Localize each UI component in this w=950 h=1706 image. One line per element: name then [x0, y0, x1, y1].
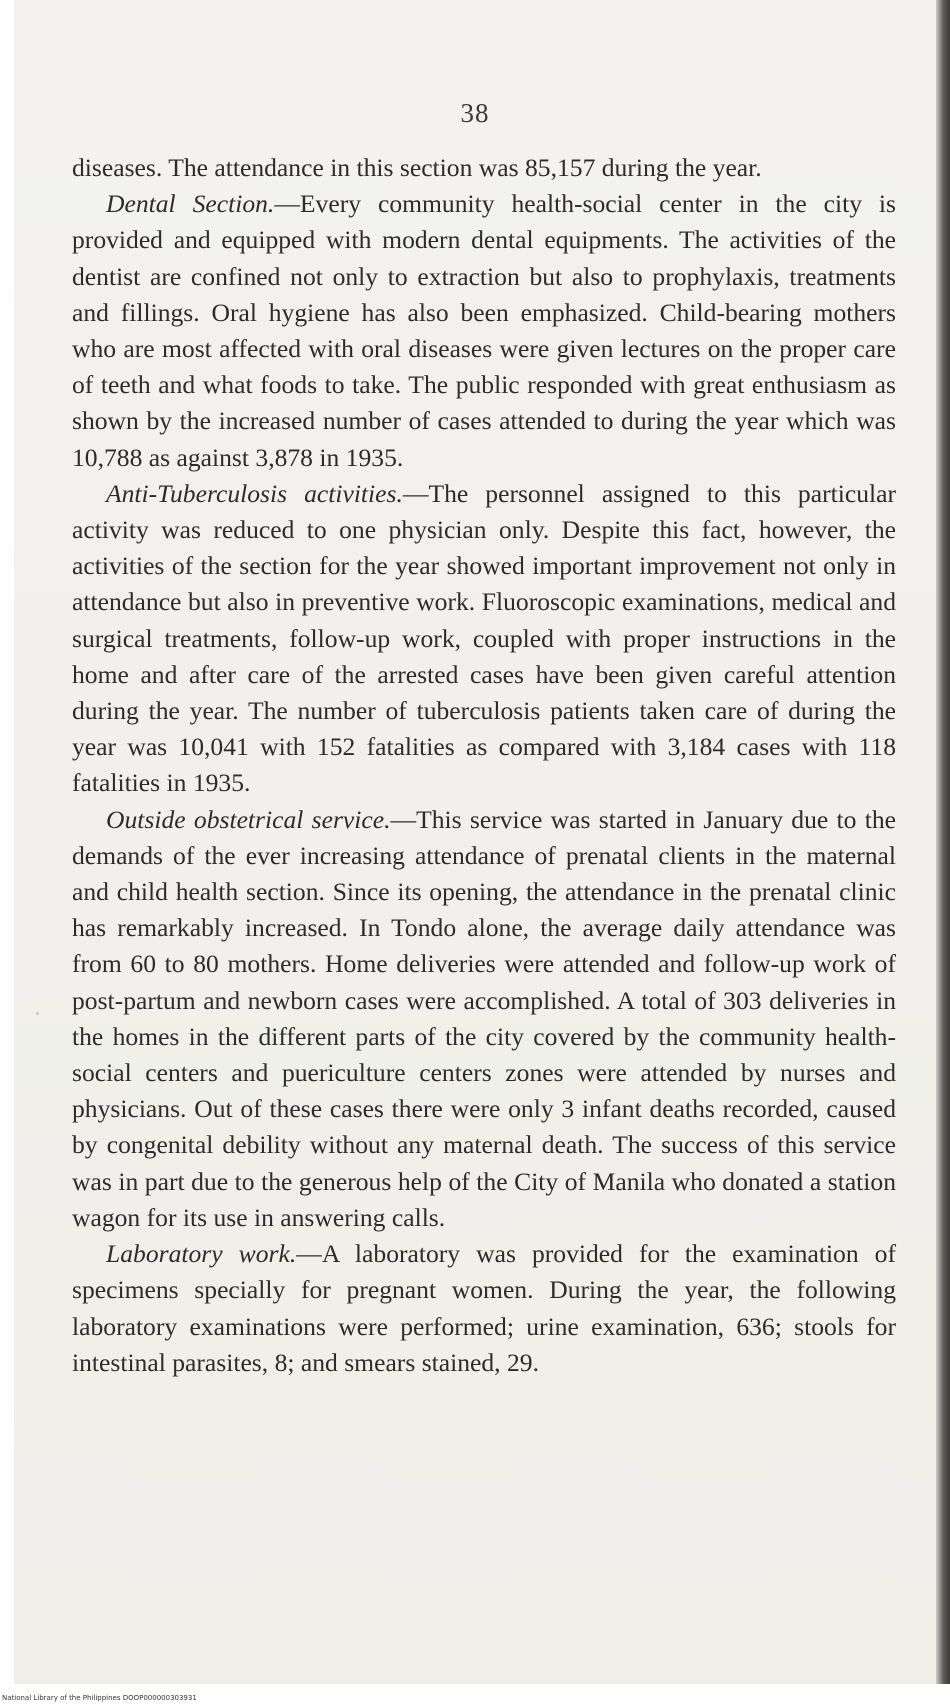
page-number: 38 — [460, 98, 490, 128]
library-footer: National Library of the Philippines DOOP000000303931 — [2, 1694, 197, 1702]
paragraph-heading: Laboratory work. — [106, 1239, 297, 1269]
paragraph-anti-tuberculosis — [72, 476, 896, 802]
body-text — [72, 150, 896, 1381]
paragraph-body: —This service was started in January due to the demands of the ever increasing attendance of prenatal clients in the maternal and child health section. Since its opening, the attendance in the prenatal clinic has remarkably increased. In Tondo alone, the average daily attendance was from 60 to 80 mothers. Home deliveries were attended and follow-up work of post-partum and newborn cases were accomplished. A total of 303 deliveries in the homes in the different parts of the city covered by the community health-social centers and puericulture centers zones were attended by nurses and physicians. Out of these cases there were only 3 infant deaths recorded, caused by congenital debility without any maternal death. The success of this service was in part due to the generous help of the City of Manila who donated a station wagon for its use in answering calls. — [72, 804, 896, 1232]
page-edge-shadow — [936, 0, 950, 1706]
paragraph-body: —The personnel assigned to this particular activity was reduced to one physician only. Despite this fact, however, the activities of the section for the year showed important improvement not only in attendance but also in preventive work. Fluoroscopic examinations, medical and surgical treatments, follow-up work, coupled with proper instructions in the home and after care of the arrested cases have been given careful attention during the year. The number of tuberculosis patients taken care of during the year was 10,041 with 152 fatalities as compared with 3,184 cases with 118 fatalities in 1935. — [72, 478, 896, 798]
paragraph-body: diseases. The attendance in this section was 85,157 during the year. — [72, 153, 762, 182]
scan-footer-strip — [0, 1684, 950, 1706]
paragraph-heading: Dental Section. — [106, 189, 275, 219]
left-margin — [0, 0, 14, 1706]
paragraph-outside-obstetrical — [72, 802, 896, 1236]
paragraph-heading: Anti-Tuberculosis activities. — [106, 478, 403, 508]
paragraph-heading: Outside obstetrical service. — [106, 804, 391, 834]
scan-speck — [36, 1012, 39, 1015]
paragraph-laboratory-work — [72, 1236, 896, 1381]
paragraph-body: —A laboratory was provided for the examination of specimens specially for pregnant women. During the year, the following laboratory examinations were performed; urine examination, 636; stools for intestinal parasites, 8; and smears stained, 29. — [72, 1239, 896, 1377]
paragraph-body: —Every community health-social center in the city is provided and equipped with modern dental equipments. The activities of the dentist are confined not only to extraction but also to prophylaxis, treatments and fillings. Oral hygiene has also been emphasized. Child-bearing mothers who are most affected with oral diseases were given lectures on the proper care of teeth and what foods to take. The public responded with great enthusiasm as shown by the increased number of cases attended to during the year which was 10,788 as against 3,878 in 1935. — [72, 189, 896, 472]
paragraph-dental-section — [72, 186, 896, 476]
paragraph-diseases — [72, 150, 896, 186]
